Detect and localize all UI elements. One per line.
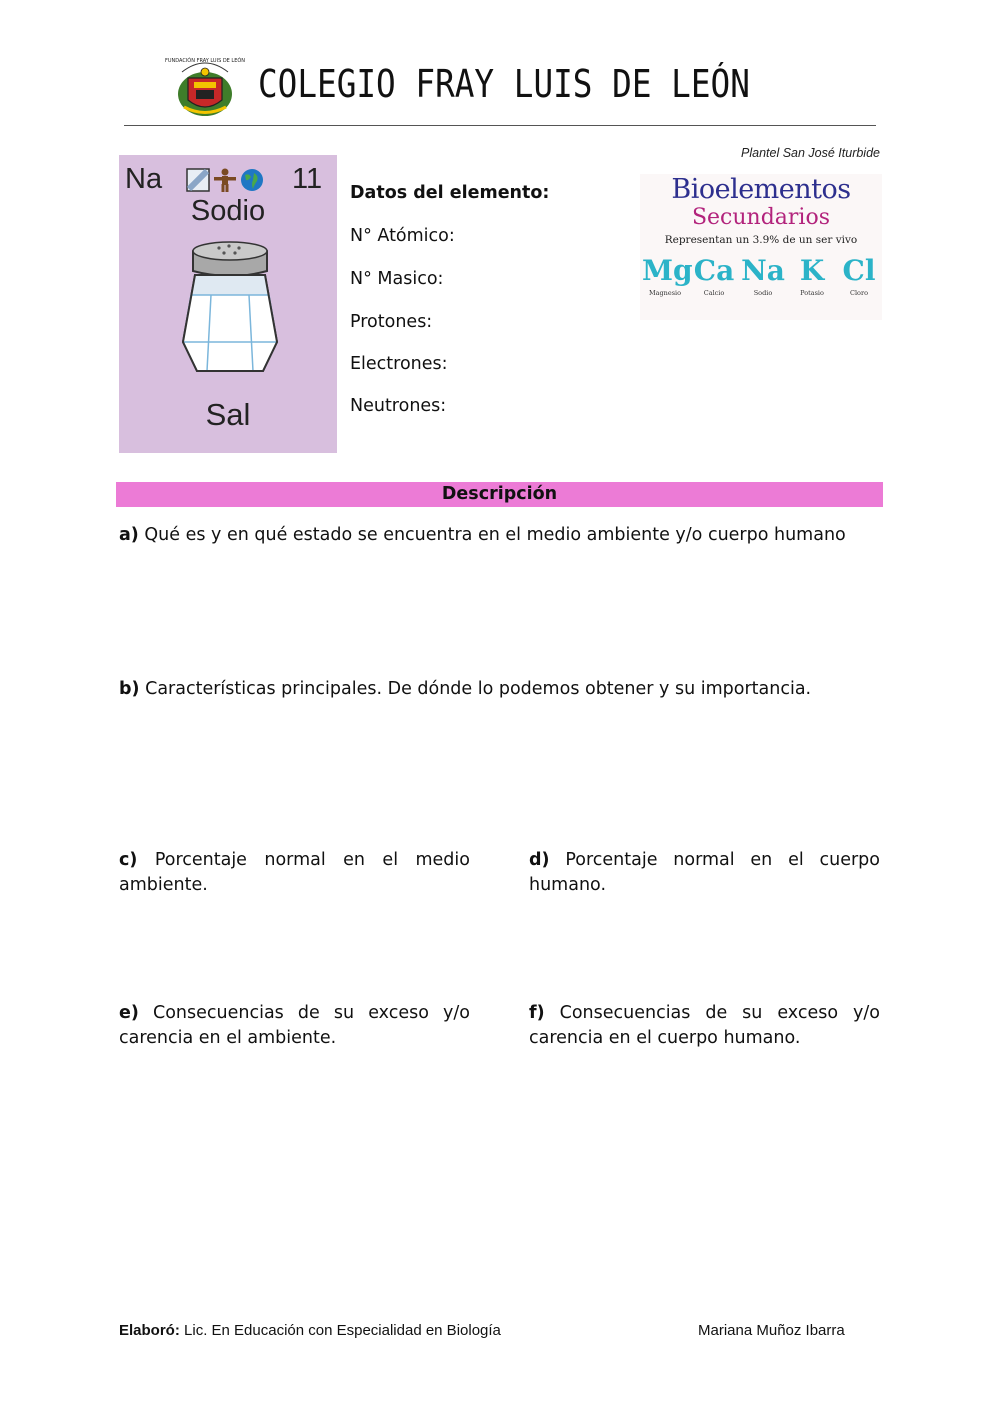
- bio-label: Magnesio: [648, 289, 682, 297]
- question-d: [529, 848, 880, 898]
- bio-label: Cloro: [850, 289, 868, 297]
- element-name: Sodio: [190, 195, 266, 227]
- school-crest-logo: [164, 52, 246, 118]
- bioelements-title: Bioelementos: [671, 174, 851, 205]
- globe-icon: [241, 169, 263, 191]
- bio-label: Calcio: [703, 289, 725, 297]
- question-letter: e): [119, 1003, 139, 1023]
- school-name-heading: COLEGIO FRAY LUIS DE LEÓN: [258, 62, 750, 106]
- bioelements-subtitle: Secundarios: [691, 205, 831, 230]
- element-symbol: Na: [125, 163, 163, 195]
- element-card: [119, 155, 337, 453]
- footer-author-label: Elaboró:: [119, 1322, 180, 1339]
- field-mass-number: N° Masico:: [350, 269, 444, 289]
- question-e: [119, 1001, 470, 1051]
- bio-symbol: K: [799, 254, 825, 287]
- field-atomic-number: N° Atómico:: [350, 226, 455, 246]
- question-letter: a): [119, 525, 139, 545]
- question-letter: d): [529, 850, 550, 870]
- header-divider: [124, 125, 876, 126]
- element-caption: Sal: [205, 397, 251, 432]
- question-letter: f): [529, 1003, 545, 1023]
- human-figure-icon: [214, 169, 236, 193]
- description-heading: Descripción: [441, 484, 558, 504]
- bioelements-note: Representan un 3.9% de un ser vivo: [664, 234, 858, 246]
- bio-symbol: Ca: [693, 254, 735, 287]
- question-f: [529, 1001, 880, 1051]
- element-data-heading: Datos del elemento:: [350, 183, 550, 203]
- question-text: Porcentaje normal en el medio ambiente.: [119, 850, 470, 895]
- question-b: [119, 677, 881, 702]
- bio-label: Potasio: [800, 289, 824, 297]
- question-c: [119, 848, 470, 898]
- question-letter: b): [119, 679, 140, 699]
- footer-role-text: Lic. En Educación con Especialidad en Biología: [184, 1322, 501, 1339]
- element-icons: [185, 167, 273, 193]
- crest-lettering: FUNDACIÓN FRAY LUIS DE LEÓN: [164, 58, 246, 64]
- description-bar: [116, 482, 883, 507]
- question-text: Qué es y en qué estado se encuentra en el medio ambiente y/o cuerpo humano: [144, 525, 846, 545]
- question-letter: c): [119, 850, 138, 870]
- state-icon: [187, 169, 209, 191]
- field-electrons: Electrones:: [350, 354, 448, 374]
- bioelements-figure: [640, 174, 882, 320]
- field-neutrons: Neutrones:: [350, 396, 447, 416]
- question-a: [119, 523, 881, 548]
- question-text: Consecuencias de su exceso y/o carencia en el ambiente.: [119, 1003, 470, 1048]
- salt-shaker-illustration: [181, 237, 279, 377]
- element-atomic-number: 11: [292, 163, 323, 195]
- footer-author-role: [119, 1322, 501, 1339]
- field-protons: Protones:: [350, 312, 433, 332]
- footer-author-name: Mariana Muñoz Ibarra: [698, 1322, 845, 1339]
- question-text: Características principales. De dónde lo podemos obtener y su importancia.: [145, 679, 812, 699]
- bio-symbol: Cl: [842, 254, 876, 287]
- question-text: Porcentaje normal en el cuerpo humano.: [529, 850, 880, 895]
- question-text: Consecuencias de su exceso y/o carencia en el cuerpo humano.: [529, 1003, 880, 1048]
- bio-label: Sodio: [753, 289, 773, 297]
- bio-symbol: Mg: [642, 254, 693, 287]
- campus-label: Plantel San José Iturbide: [741, 146, 880, 160]
- bio-symbol: Na: [741, 254, 785, 287]
